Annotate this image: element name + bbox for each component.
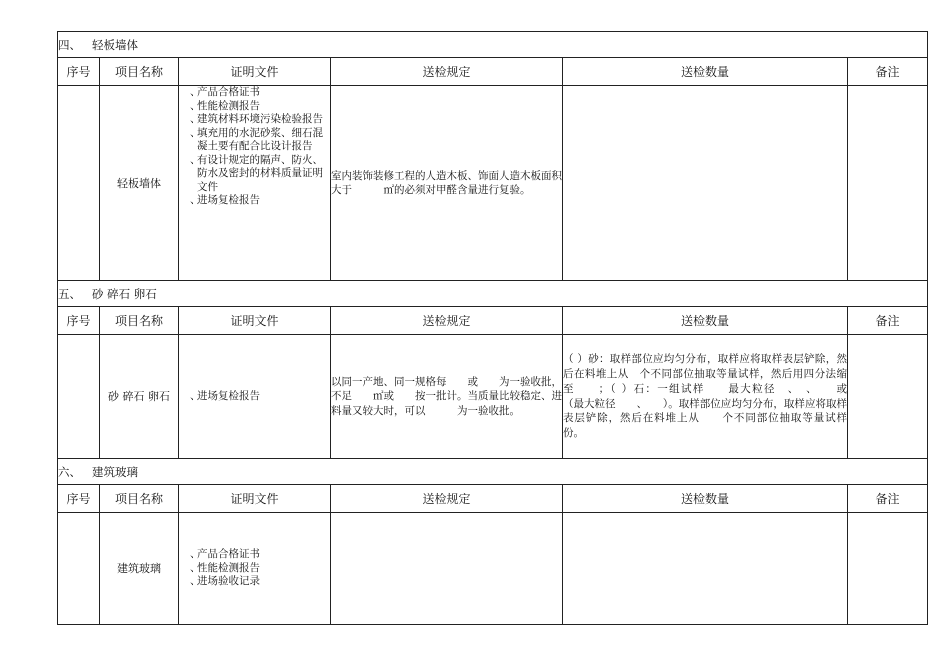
list-item: 、 性能检测报告 bbox=[190, 562, 330, 576]
header-qty: 送检数量 bbox=[563, 58, 848, 86]
seq-cell bbox=[58, 86, 100, 281]
item-name: 轻板墙体 bbox=[100, 86, 179, 281]
section-number: 五、 bbox=[58, 286, 81, 301]
list-item: 、 填充用的水泥砂浆、细石混凝土要有配合比设计报告 bbox=[190, 127, 330, 154]
table-row bbox=[58, 513, 928, 625]
inspection-table bbox=[57, 31, 928, 625]
column-header-row bbox=[58, 58, 928, 86]
list-item: 、 有设计规定的隔声、防火、防水及密封的材料质量证明文件 bbox=[190, 154, 330, 195]
header-docs: 证明文件 bbox=[179, 485, 331, 513]
docs-cell bbox=[179, 86, 331, 281]
list-item: 、 产品合格证书 bbox=[190, 86, 330, 100]
docs-list bbox=[179, 548, 330, 589]
list-item: 、 产品合格证书 bbox=[190, 548, 330, 562]
section-header-6 bbox=[58, 459, 928, 485]
header-rule: 送检规定 bbox=[331, 485, 563, 513]
docs-list bbox=[179, 390, 330, 404]
section-header-5 bbox=[58, 281, 928, 307]
docs-list bbox=[179, 86, 330, 208]
item-name: 砂 碎石 卵石 bbox=[100, 335, 179, 459]
header-seq: 序号 bbox=[58, 58, 100, 86]
qty-text bbox=[563, 513, 848, 625]
list-item: 、 性能检测报告 bbox=[190, 100, 330, 114]
table-row bbox=[58, 86, 928, 281]
qty-text: （ ）砂：取样部位应均匀分布，取样应将取样表层铲除，然后在料堆上从 个不同部位抽取等量试样，然后用四分法缩至 ；（ ）石：一组试样 最大粒径 、 、 或 （最大粒径 、 ）。取样部位应均匀分布，取样应将取样表层铲除，然后在料堆上从 个不同部位抽取等量试样 份。 bbox=[563, 335, 848, 459]
note-cell bbox=[848, 513, 928, 625]
header-note: 备注 bbox=[848, 58, 928, 86]
seq-cell bbox=[58, 513, 100, 625]
header-seq: 序号 bbox=[58, 307, 100, 335]
rule-text: 以同一产地、同一规格每 或 为一验收批，不足 ㎡或 按一批计。当质量比较稳定、进料量又较大时，可以 为一验收批。 bbox=[331, 335, 563, 459]
section-number: 四、 bbox=[58, 37, 81, 52]
seq-cell bbox=[58, 335, 100, 459]
section-header-4 bbox=[58, 32, 928, 58]
table-row bbox=[58, 335, 928, 459]
section-title: 轻板墙体 bbox=[92, 37, 138, 52]
docs-cell bbox=[179, 513, 331, 625]
header-docs: 证明文件 bbox=[179, 307, 331, 335]
section-title-cell bbox=[58, 32, 928, 58]
section-number: 六、 bbox=[58, 464, 81, 479]
header-item: 项目名称 bbox=[100, 485, 179, 513]
header-note: 备注 bbox=[848, 307, 928, 335]
header-item: 项目名称 bbox=[100, 58, 179, 86]
header-docs: 证明文件 bbox=[179, 58, 331, 86]
section-title-cell bbox=[58, 459, 928, 485]
header-qty: 送检数量 bbox=[563, 307, 848, 335]
rule-text bbox=[331, 513, 563, 625]
column-header-row bbox=[58, 485, 928, 513]
header-item: 项目名称 bbox=[100, 307, 179, 335]
section-title: 砂 碎石 卵石 bbox=[92, 286, 157, 301]
column-header-row bbox=[58, 307, 928, 335]
header-rule: 送检规定 bbox=[331, 307, 563, 335]
section-title: 建筑玻璃 bbox=[92, 464, 138, 479]
note-cell bbox=[848, 335, 928, 459]
docs-cell bbox=[179, 335, 331, 459]
qty-text bbox=[563, 86, 848, 281]
list-item: 、 进场验收记录 bbox=[190, 575, 330, 589]
item-name: 建筑玻璃 bbox=[100, 513, 179, 625]
header-rule: 送检规定 bbox=[331, 58, 563, 86]
header-qty: 送检数量 bbox=[563, 485, 848, 513]
section-title-cell bbox=[58, 281, 928, 307]
list-item: 、 建筑材料环境污染检验报告 bbox=[190, 113, 330, 127]
rule-text: 室内装饰装修工程的人造木板、饰面人造木板面积大于 ㎡的必须对甲醛含量进行复验。 bbox=[331, 86, 563, 281]
header-note: 备注 bbox=[848, 485, 928, 513]
list-item: 、 进场复检报告 bbox=[190, 194, 330, 208]
list-item: 、 进场复检报告 bbox=[190, 390, 330, 404]
header-seq: 序号 bbox=[58, 485, 100, 513]
note-cell bbox=[848, 86, 928, 281]
